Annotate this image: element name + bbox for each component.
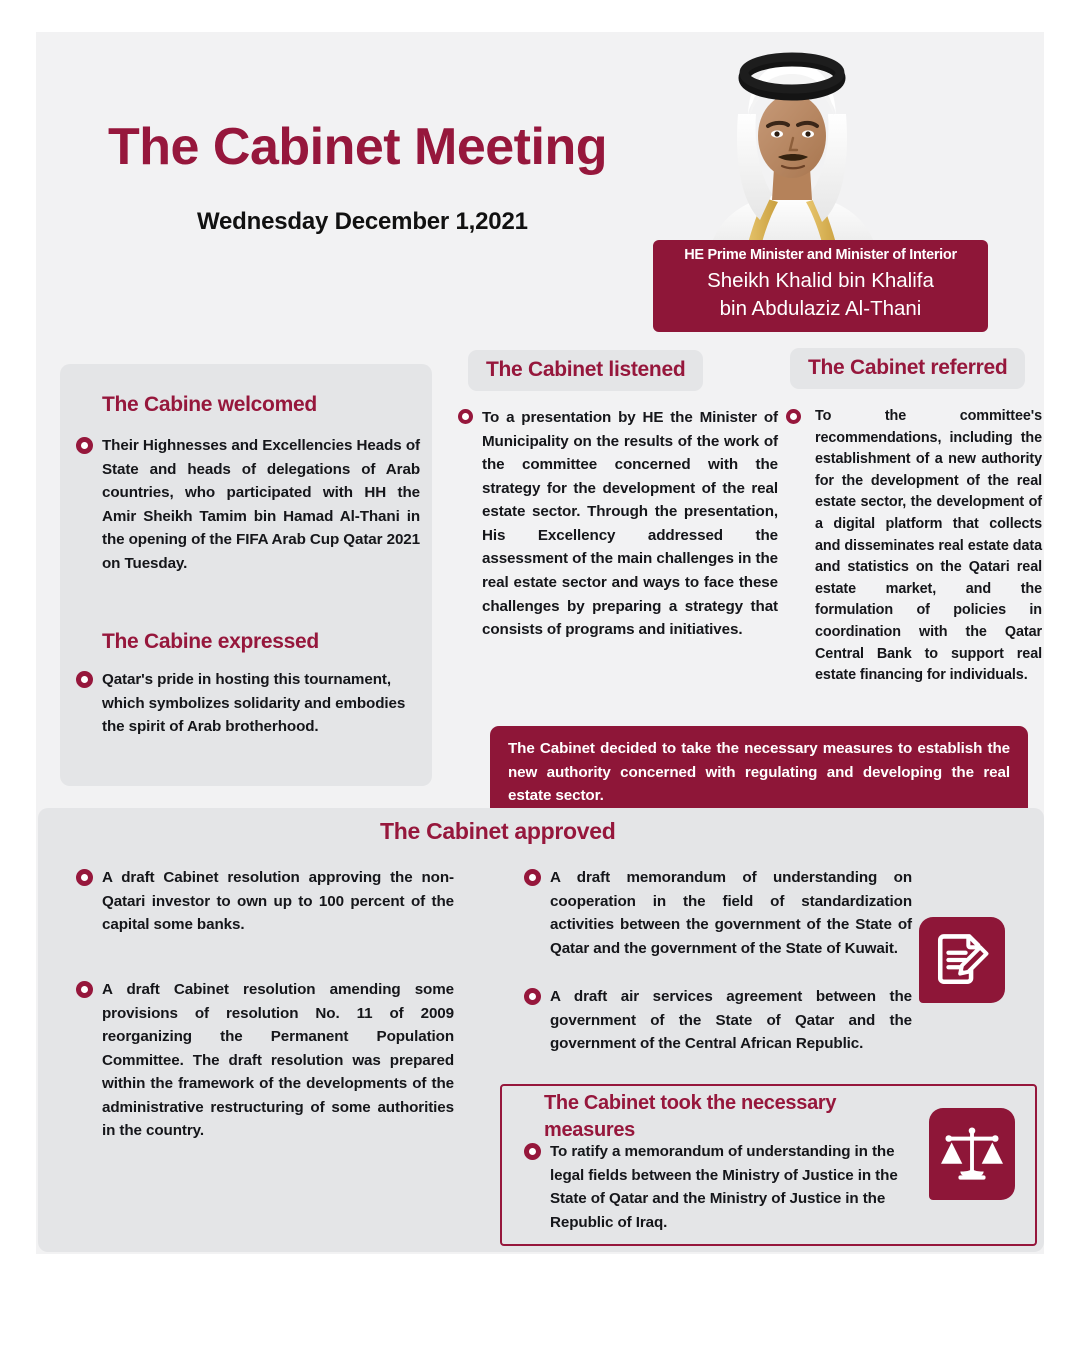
- heading-cabinet-measures: The Cabinet took the necessary measures: [544, 1092, 837, 1141]
- bullet-dot-icon: [524, 1143, 541, 1160]
- bullet-welcomed-1: [76, 434, 424, 575]
- bullet-approved-1-text: A draft Cabinet resolution approving the non-Qatari investor to own up to 100 percent of the capital some banks.: [102, 869, 454, 934]
- bullet-dot-icon: [524, 869, 541, 886]
- cabinet-decision-callout: The Cabinet decided to take the necessary measures to establish the new authority concerned with regulating and developing the real estate sector.: [490, 726, 1028, 821]
- scales-of-justice-icon: [941, 1123, 1003, 1185]
- heading-cabinet-expressed: The Cabine expressed: [102, 630, 319, 653]
- bullet-measures-1: [524, 1140, 916, 1234]
- nameplate-name-line1: Sheikh Khalid bin Khalifa: [707, 268, 934, 292]
- bullet-welcomed-1-text: Their Highnesses and Excellencies Heads of State and heads of delegations of Arab countries, who participated with HH the Amir Sheikh Tamim bin Hamad Al-Thani in the opening of the FIFA Arab Cup Qatar 2021 on Tuesday.: [102, 437, 420, 572]
- bullet-approved-1: [76, 866, 458, 937]
- bullet-approved-3-text: A draft memorandum of understanding on cooperation in the field of standardization activities between the government of the State of Qatar and the government of the State of Kuwait.: [550, 869, 912, 957]
- bullet-dot-icon: [458, 409, 473, 424]
- bullet-approved-2-text: A draft Cabinet resolution amending some provisions of resolution No. 11 of 2009 reorganizing the Permanent Population Committee. The draft resolution was prepared within the framework of the developments of the administrative restructuring of some authorities in the country.: [102, 981, 454, 1140]
- bullet-dot-icon: [524, 988, 541, 1005]
- bullet-listened-1: [458, 406, 778, 642]
- heading-cabinet-approved: The Cabinet approved: [380, 818, 616, 844]
- bullet-dot-icon: [76, 671, 93, 688]
- bullet-expressed-1: [76, 668, 424, 739]
- bullet-referred-1-text: To the committee's recommendations, including the establishment of a new authority for the development of the real estate sector, the development of a digital platform that collects and disseminates real estate data and statistics on the Qatari real estate market, and the formulation of policies in coordination with the Qatar Central Bank to support real estate financing for individuals.: [815, 408, 1042, 684]
- bullet-listened-1-text: To a presentation by HE the Minister of Municipality on the results of the work of the committee concerned with the strategy for the development of the real estate sector. Through the presentation, His Excellency addressed the assessment of the main challenges in the real estate sector and ways to face these challenges by preparing a strategy that consists of programs and initiatives.: [482, 409, 778, 639]
- portrait-photo: [698, 44, 884, 260]
- meeting-date: Wednesday December 1,2021: [197, 208, 528, 235]
- bullet-approved-4-text: A draft air services agreement between the government of the State of Qatar and the government of the Central African Republic.: [550, 988, 912, 1053]
- bullet-measures-1-text: To ratify a memorandum of understanding in the legal fields between the Ministry of Justice in the State of Qatar and the Ministry of Justice in the Republic of Iraq.: [550, 1143, 898, 1231]
- document-edit-icon-tile: [919, 917, 1005, 1003]
- scales-icon-tile: [929, 1108, 1015, 1200]
- bullet-approved-4: [524, 985, 916, 1056]
- page-title: The Cabinet Meeting: [108, 118, 607, 176]
- bullet-dot-icon: [76, 869, 93, 886]
- bullet-dot-icon: [76, 437, 93, 454]
- bullet-approved-2: [76, 978, 458, 1143]
- nameplate-role: HE Prime Minister and Minister of Interior: [684, 247, 957, 263]
- bullet-referred-1: [786, 406, 1042, 687]
- document-edit-icon: [933, 931, 991, 989]
- nameplate-name-line2: bin Abdulaziz Al-Thani: [719, 296, 922, 320]
- bullet-approved-3: [524, 866, 916, 960]
- bullet-expressed-1-text: Qatar's pride in hosting this tournament, which symbolizes solidarity and embodies the spirit of Arab brotherhood.: [102, 671, 406, 736]
- heading-cabinet-listened: The Cabinet listened: [468, 350, 703, 391]
- heading-cabinet-welcomed: The Cabine welcomed: [102, 393, 317, 416]
- bullet-dot-icon: [76, 981, 93, 998]
- bullet-dot-icon: [786, 409, 801, 424]
- heading-cabinet-referred: The Cabinet referred: [790, 348, 1025, 389]
- nameplate: [653, 240, 988, 332]
